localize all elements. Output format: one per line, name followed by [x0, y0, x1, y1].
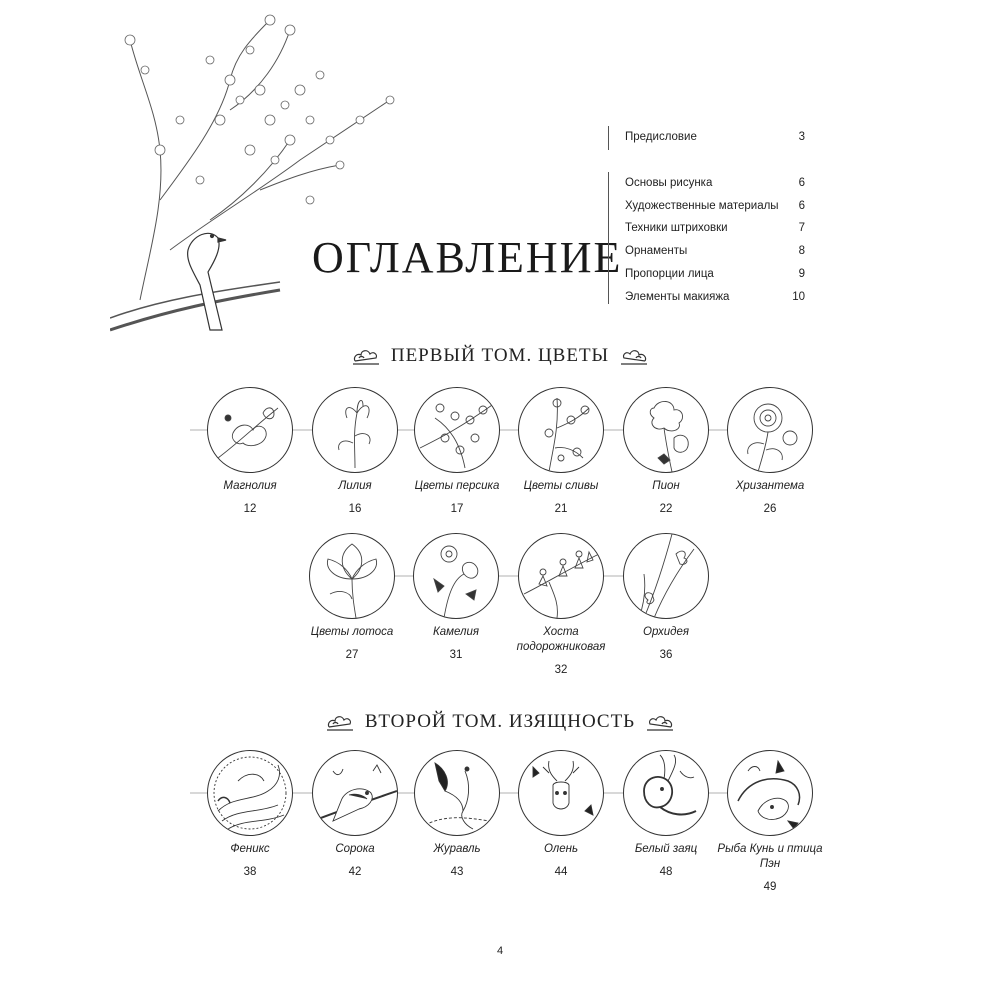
toc-item-camellia[interactable]	[396, 533, 516, 663]
item-page: 36	[659, 649, 673, 661]
item-page: 26	[763, 503, 777, 515]
toc-entry-page: 3	[798, 131, 805, 143]
item-name: Орхидея	[643, 626, 689, 638]
toc-entry-page: 6	[798, 199, 805, 212]
toc-item-crane[interactable]	[397, 750, 517, 880]
toc-entry[interactable]	[625, 240, 805, 263]
magpie-thumbnail	[312, 750, 398, 836]
item-page: 43	[450, 866, 464, 878]
lotus-thumbnail	[309, 533, 395, 619]
item-page: 12	[243, 503, 257, 515]
toc-intro-group	[608, 126, 805, 150]
item-page: 22	[659, 503, 673, 515]
item-page: 49	[763, 881, 777, 893]
item-name: Пион	[652, 480, 680, 492]
toc-item-magnolia[interactable]	[190, 387, 310, 517]
toc-item-hosta[interactable]	[501, 533, 621, 678]
item-name: Сорока	[335, 843, 375, 855]
volume2-title: ВТОРОЙ ТОМ. ИЗЯЩНОСТЬ	[364, 711, 636, 732]
item-page: 27	[345, 649, 359, 661]
animal-sketch-icon	[728, 751, 812, 835]
toc-entry-page: 10	[792, 290, 805, 303]
cloud-ornament-icon	[325, 711, 355, 733]
toc-entry[interactable]	[625, 126, 805, 149]
item-name: Олень	[543, 843, 579, 855]
item-name: Цветы персика	[414, 480, 500, 492]
toc-item-deer[interactable]	[501, 750, 621, 880]
peony-thumbnail	[623, 387, 709, 473]
lily-thumbnail	[312, 387, 398, 473]
toc-basics-group	[608, 172, 805, 304]
toc-entry-label: Пропорции лица	[625, 267, 714, 280]
toc-entry-label: Техники штриховки	[625, 222, 728, 235]
white-hare-thumbnail	[623, 750, 709, 836]
toc-item-peony[interactable]	[606, 387, 726, 517]
toc-entry-label: Художественные материалы	[625, 199, 779, 212]
item-name: Белый заяц	[634, 843, 698, 855]
item-name: Феникс	[230, 843, 270, 855]
toc-item-plum-blossom[interactable]	[501, 387, 621, 517]
item-page: 38	[243, 866, 257, 878]
item-page: 16	[348, 503, 362, 515]
flower-sketch-icon	[313, 388, 397, 472]
chrysanthemum-thumbnail	[727, 387, 813, 473]
kun-peng-thumbnail	[727, 750, 813, 836]
toc-entry-label: Орнаменты	[625, 245, 688, 258]
item-name: Лилия	[338, 480, 372, 492]
item-name: Хризантема	[735, 480, 805, 492]
item-name: Журавль	[433, 843, 481, 855]
volume2-header	[0, 707, 1000, 737]
toc-entry-page: 6	[798, 177, 805, 189]
toc-item-peach-blossom[interactable]	[397, 387, 517, 517]
cloud-ornament-icon	[645, 711, 675, 733]
blossom-branch-illustration	[110, 0, 410, 360]
phoenix-thumbnail	[207, 750, 293, 836]
toc-entry-page: 9	[798, 267, 805, 280]
hosta-thumbnail	[518, 533, 604, 619]
flower-sketch-icon	[519, 534, 603, 618]
flower-sketch-icon	[624, 388, 708, 472]
crane-thumbnail	[414, 750, 500, 836]
page-title: ОГЛАВЛЕНИЕ	[312, 233, 623, 282]
item-page: 44	[554, 866, 568, 878]
item-page: 32	[554, 664, 568, 676]
toc-entry[interactable]	[625, 172, 805, 195]
item-name: Рыба Кунь и птица Пэн	[717, 843, 823, 870]
animal-sketch-icon	[624, 751, 708, 835]
flower-sketch-icon	[208, 388, 292, 472]
animal-sketch-icon	[415, 751, 499, 835]
flower-sketch-icon	[415, 388, 499, 472]
toc-item-lotus[interactable]	[292, 533, 412, 663]
deer-thumbnail	[518, 750, 604, 836]
flower-sketch-icon	[519, 388, 603, 472]
animal-sketch-icon	[519, 751, 603, 835]
item-page: 31	[449, 649, 463, 661]
item-page: 42	[348, 866, 362, 878]
item-page: 48	[659, 866, 673, 878]
flower-sketch-icon	[624, 534, 708, 618]
animal-sketch-icon	[313, 751, 397, 835]
item-name: Цветы лотоса	[310, 626, 394, 638]
toc-entry-label: Основы рисунка	[625, 177, 713, 189]
toc-item-white-hare[interactable]	[606, 750, 726, 880]
toc-item-chrysanthemum[interactable]	[710, 387, 830, 517]
toc-item-orchid[interactable]	[606, 533, 726, 663]
item-name: Магнолия	[223, 480, 277, 492]
flower-sketch-icon	[310, 534, 394, 618]
toc-entry-page: 8	[798, 245, 805, 258]
toc-item-kun-peng[interactable]	[710, 750, 830, 895]
item-name: Хоста подорожниковая	[516, 626, 606, 653]
cloud-ornament-icon	[351, 345, 381, 367]
orchid-thumbnail	[623, 533, 709, 619]
page-number: 4	[496, 945, 504, 957]
plum-blossom-thumbnail	[518, 387, 604, 473]
magnolia-thumbnail	[207, 387, 293, 473]
item-name: Камелия	[432, 626, 480, 638]
animal-sketch-icon	[208, 751, 292, 835]
toc-entry-label: Элементы макияжа	[625, 290, 730, 303]
toc-entry[interactable]	[625, 263, 805, 286]
volume1-header	[0, 341, 1000, 371]
toc-entry[interactable]	[625, 195, 805, 218]
toc-entry[interactable]	[625, 286, 805, 309]
volume1-title: ПЕРВЫЙ ТОМ. ЦВЕТЫ	[390, 345, 610, 366]
camellia-thumbnail	[413, 533, 499, 619]
flower-sketch-icon	[414, 534, 498, 618]
toc-entry-page: 7	[798, 222, 805, 235]
toc-entry-label: Предисловие	[625, 131, 697, 143]
toc-item-phoenix[interactable]	[190, 750, 310, 880]
item-page: 21	[554, 503, 568, 515]
cloud-ornament-icon	[619, 345, 649, 367]
toc-entry[interactable]	[625, 217, 805, 240]
item-page: 17	[450, 503, 464, 515]
flower-sketch-icon	[728, 388, 812, 472]
peach-blossom-thumbnail	[414, 387, 500, 473]
item-name: Цветы сливы	[523, 480, 599, 492]
